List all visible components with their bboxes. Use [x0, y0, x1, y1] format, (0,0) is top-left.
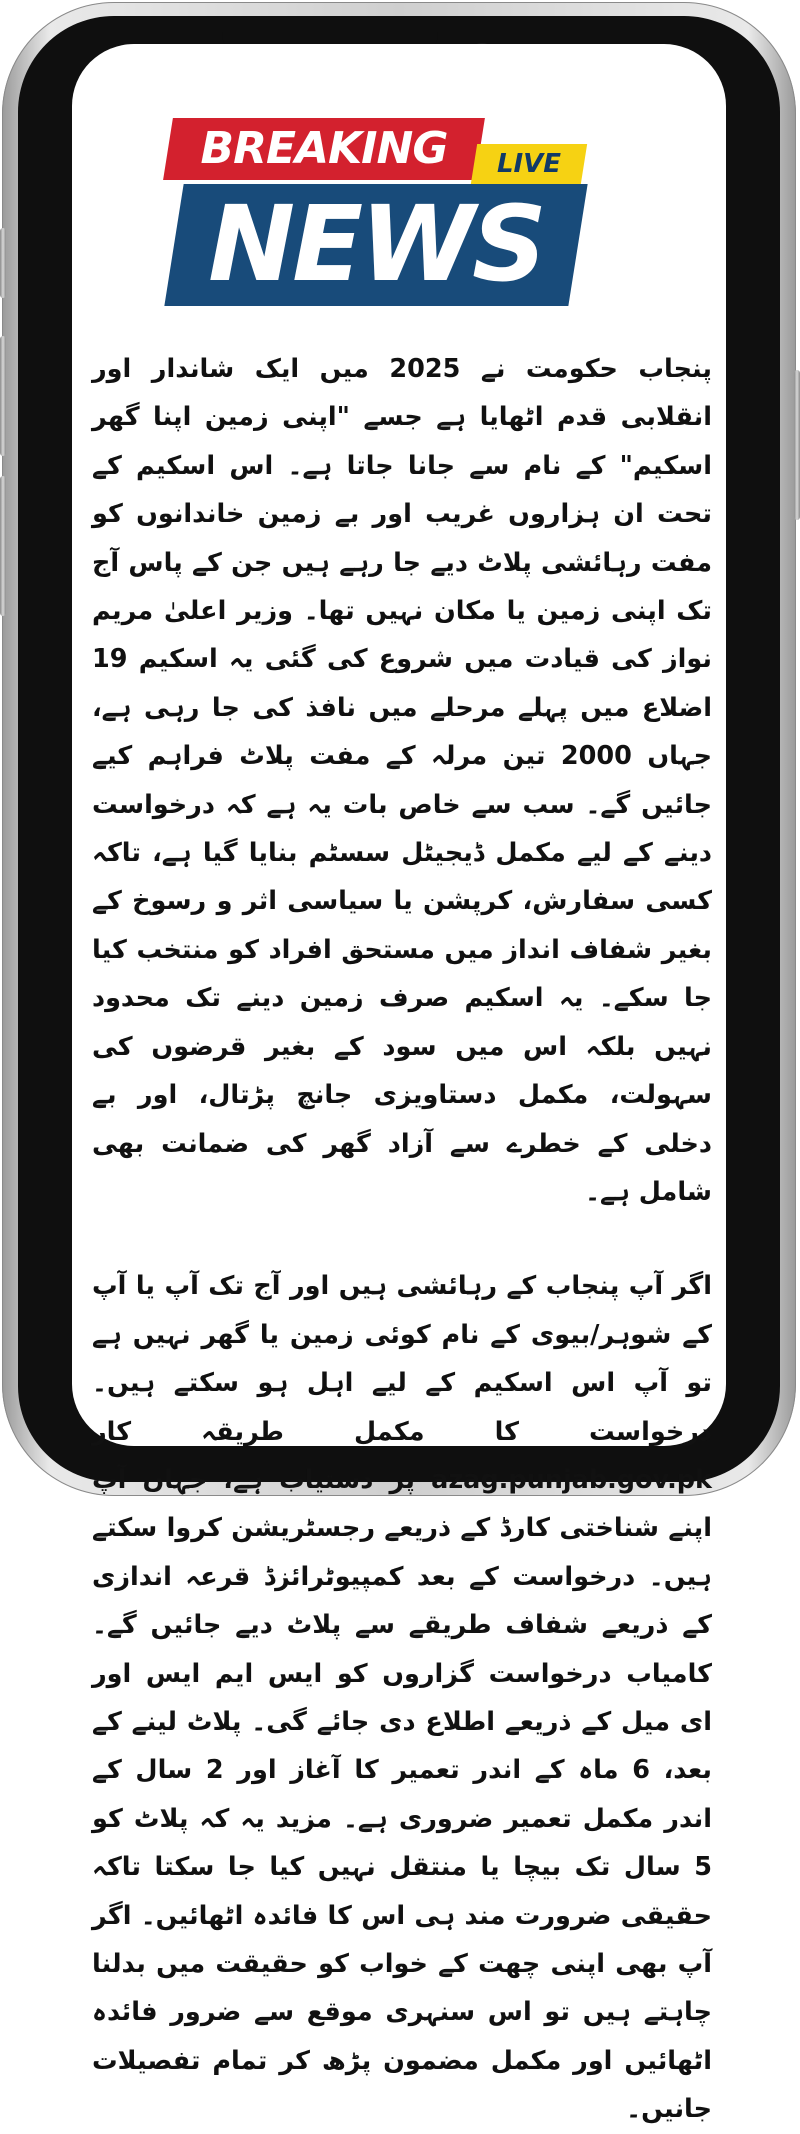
breaking-news-logo — [168, 118, 588, 308]
live-text: LIVE — [496, 149, 562, 179]
volume-up-button — [0, 228, 6, 298]
article-paragraph-1: پنجاب حکومت نے 2025 میں ایک شاندار اور انقلابی قدم اٹھایا ہے جسے "اپنی زمین اپنا گھر اسکیم" کے نام سے جانا جاتا ہے۔ اس اسکیم کے تحت ان ہزاروں غریب اور بے زمین خاندانوں کو مفت رہائشی پلاٹ دیے جا رہے ہیں جن کے پاس آج تک اپنی زمین یا مکان نہیں تھا۔ وزیر اعلیٰ مریم نواز کی قیادت میں شروع کی گئی یہ اسکیم 19 اضلاع میں پہلے مرحلے میں نافذ کی جا رہی ہے، جہاں 2000 تین مرلہ کے مفت پلاٹ فراہم کیے جائیں گے۔ سب سے خاص بات یہ ہے کہ درخواست دینے کے لیے مکمل ڈیجیٹل سسٹم بنایا گیا ہے، تاکہ کسی سفارش، کرپشن یا سیاسی اثر و رسوخ کے بغیر شفاف انداز میں مستحق افراد کو منتخب کیا جا سکے۔ یہ اسکیم صرف زمین دینے تک محدود نہیں بلکہ اس میں سود کے بغیر قرضوں کی سہولت، مکمل دستاویزی جانچ پڑتال، اور بے دخلی کے خطرے سے آزاد گھر کی ضمانت بھی شامل ہے۔ — [92, 354, 712, 1207]
news-text: NEWS — [208, 183, 544, 305]
article-body — [92, 345, 712, 2134]
volume-down-button — [0, 336, 6, 456]
power-button — [794, 370, 800, 520]
mute-switch — [0, 476, 6, 616]
breaking-text: BREAKING — [200, 123, 448, 174]
article-paragraph-2: اگر آپ پنجاب کے رہائشی ہیں اور آج تک آپ یا آپ کے شوہر/بیوی کے نام کوئی زمین یا گھر نہیں ہے تو آپ اس اسکیم کے لیے اہل ہو سکتے ہیں۔ درخواست کا مکمل طریقہ کار azag.punjab.gov.pk پر دستیاب ہے، جہاں آپ اپنے شناختی کارڈ کے ذریعے رجسٹریشن کروا سکتے ہیں۔ درخواست کے بعد کمپیوٹرائزڈ قرعہ اندازی کے ذریعے شفاف طریقے سے پلاٹ دیے جائیں گے۔ کامیاب درخواست گزاروں کو ایس ایم ایس اور ای میل کے ذریعے اطلاع دی جائے گی۔ پلاٹ لینے کے بعد، 6 ماہ کے اندر تعمیر کا آغاز اور 2 سال کے اندر مکمل تعمیر ضروری ہے۔ مزید یہ کہ پلاٹ کو 5 سال تک بیچا یا منتقل نہیں کیا جا سکتا تاکہ حقیقی ضرورت مند ہی اس کا فائدہ اٹھائیں۔ اگر آپ بھی اپنی چھت کے خواب کو حقیقت میں بدلنا چاہتے ہیں تو اس سنہری موقع سے ضرور فائدہ اٹھائیں اور مکمل مضمون پڑھ کر تمام تفصیلات جانیں۔ — [92, 1271, 713, 2125]
